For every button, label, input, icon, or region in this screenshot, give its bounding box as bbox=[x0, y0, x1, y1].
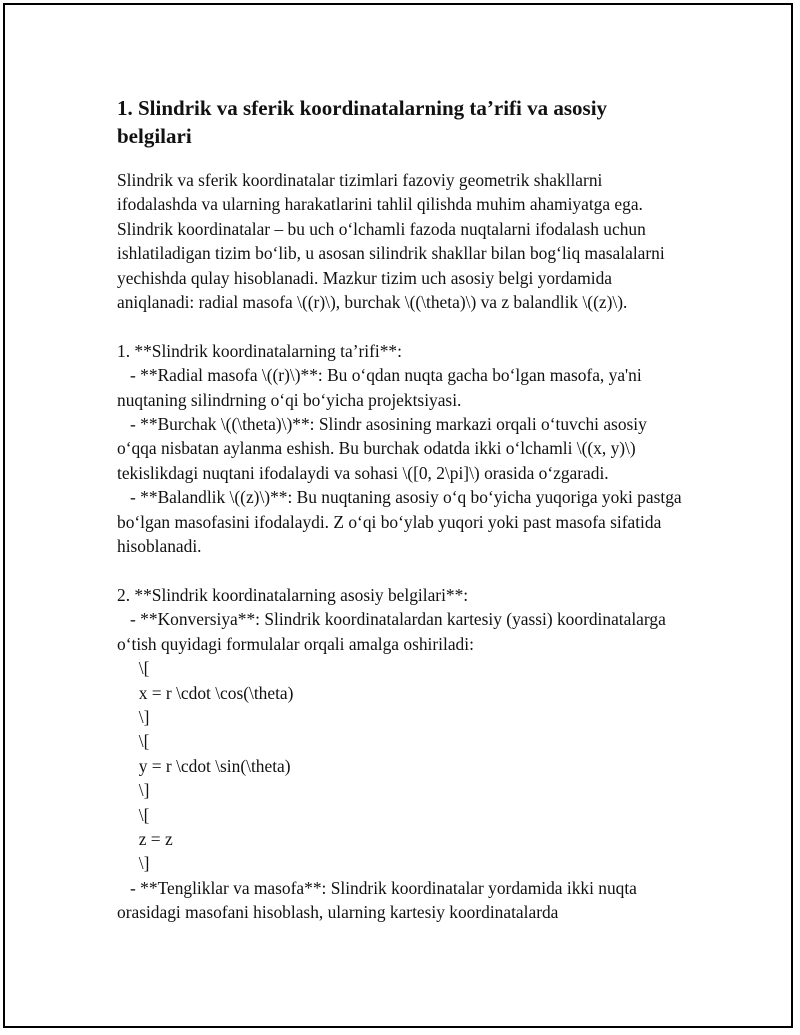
blank-line bbox=[117, 558, 683, 582]
list-item-height: - **Balandlik \((z)\)**: Bu nuqtaning asosiy o‘q bo‘yicha yuqoriga yoki pastga bo‘lgan masofasini ifodalaydi. Z o‘qi bo‘ylab yuqori yoki past masofa sifatida hisoblanadi. bbox=[117, 487, 686, 557]
section-title: 1. Slindrik va sferik koordinatalarning ta’rifi va asosiy belgilari bbox=[117, 96, 608, 148]
formula-line: \] bbox=[117, 706, 150, 727]
list-item-conversion: - **Konversiya**: Slindrik koordinatalardan kartesiy (yassi) koordinatalarga o‘tish quyidagi formulalar orqali amalga oshiriladi: bbox=[117, 609, 671, 654]
document-body bbox=[117, 94, 686, 925]
formula-line: \] bbox=[117, 780, 150, 801]
formula-line: \] bbox=[117, 853, 150, 874]
formula-line: x = r \cdot \cos(\theta) bbox=[117, 682, 294, 703]
intro-paragraph: Slindrik va sferik koordinatalar tizimlari fazoviy geometrik shakllarni ifodalashda va ularning harakatlarini tahlil qilishda muhim ahamiyatga ega. Slindrik koordinatalar – bu uch o‘lchamli fazoda nuqtalarni ifodalash uchun ishlatiladigan tizim bo‘lib, u asosan silindrik shakllar bilan bog‘liq masalalarni yechishda qulay hisoblanadi. Mazkur tizim uch asosiy belgi yordamida aniqlanadi: radial masofa \((r)\), burchak \((\theta)\) va z balandlik \((z)\). bbox=[117, 170, 665, 313]
blank-line bbox=[117, 314, 683, 338]
list-item-radial: - **Radial masofa \((r)\)**: Bu o‘qdan nuqta gacha bo‘lgan masofa, ya'ni nuqtaning silindrning o‘qi bo‘yicha projektsiyasi. bbox=[117, 365, 647, 410]
list-item-angle: - **Burchak \((\theta)\)**: Slindr asosining markazi orqali o‘tuvchi asosiy o‘qqa nisbatan aylanma eshish. Bu burchak odatda ikki o‘lchamli \((x, y)\) tekislikdagi nuqtani ifodalaydi va sohasi \([0, 2\pi]\) orasida o‘zgaradi. bbox=[117, 414, 652, 483]
formula-line: z = z bbox=[117, 828, 173, 849]
section1-heading: 1. **Slindrik koordinatalarning ta’rifi**: bbox=[117, 340, 402, 361]
formula-line: \[ bbox=[117, 658, 150, 679]
formula-line: \[ bbox=[117, 731, 150, 752]
formula-line: y = r \cdot \sin(\theta) bbox=[117, 755, 291, 776]
formula-line: \[ bbox=[117, 804, 150, 825]
list-item-distance: - **Tengliklar va masofa**: Slindrik koordinatalar yordamida ikki nuqta orasidagi masofani hisoblash, ularning kartesiy koordinatalarda bbox=[117, 877, 642, 923]
section2-heading: 2. **Slindrik koordinatalarning asosiy belgilari**: bbox=[117, 584, 469, 605]
